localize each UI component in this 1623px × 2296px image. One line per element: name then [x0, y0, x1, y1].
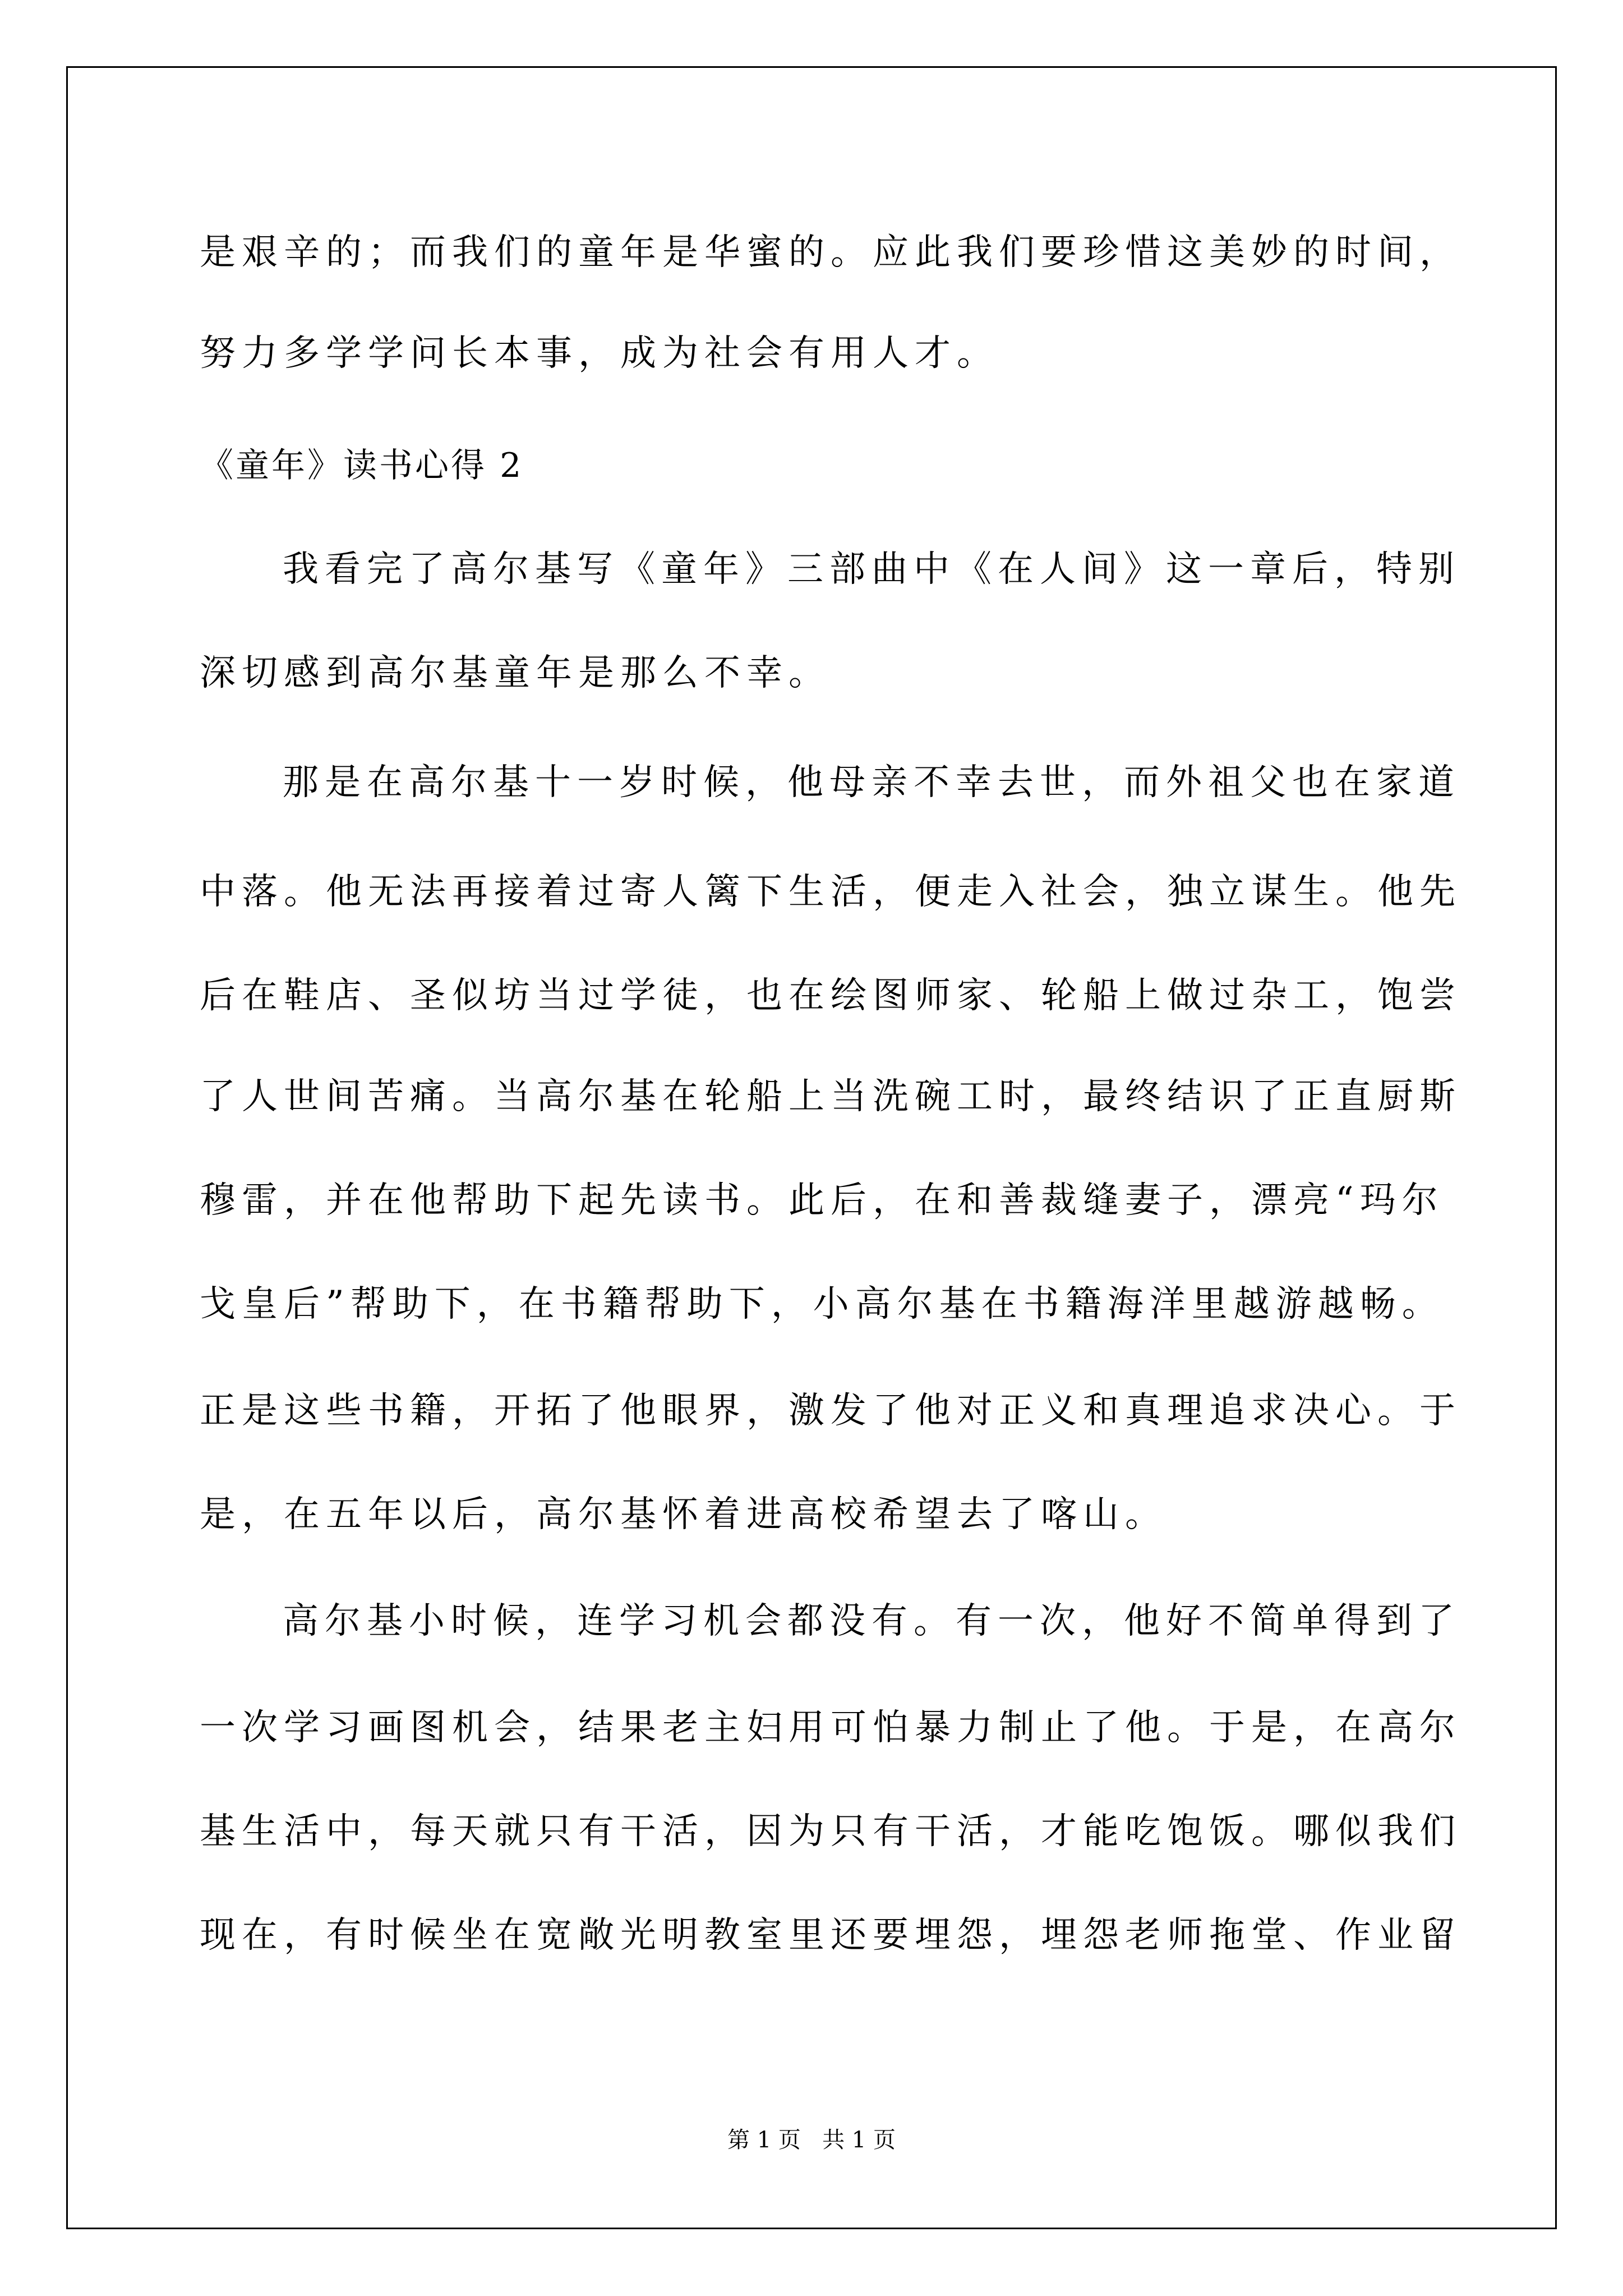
paragraph-line: 正是这些书籍，开拓了他眼界，激发了他对正义和真理追求决心。于 — [200, 1390, 1461, 1432]
paragraph-line: 后在鞋店、圣似坊当过学徒，也在绘图师家、轮船上做过杂工，饱尝 — [200, 975, 1461, 1016]
paragraph-line: 中落。他无法再接着过寄人篱下生活，便走入社会，独立谋生。他先 — [200, 871, 1461, 913]
paragraph-line: 是，在五年以后，高尔基怀着进高校希望去了喀山。 — [200, 1494, 1167, 1535]
paragraph-line: 我看完了高尔基写《童年》三部曲中《在人间》这一章后，特别 — [283, 549, 1460, 590]
section-heading: 《童年》读书心得 2 — [200, 446, 524, 485]
paragraph-line: 一次学习画图机会，结果老主妇用可怕暴力制止了他。于是，在高尔 — [200, 1707, 1461, 1749]
paragraph-line: 努力多学学问长本事，成为社会有用人才。 — [200, 333, 999, 374]
page-border — [66, 66, 1557, 2229]
paragraph-line: 现在，有时候坐在宽敞光明教室里还要埋怨，埋怨老师拖堂、作业留 — [200, 1915, 1461, 1956]
paragraph-line: 那是在高尔基十一岁时候，他母亲不幸去世，而外祖父也在家道 — [283, 762, 1460, 803]
paragraph-line: 戈皇后”帮助下，在书籍帮助下，小高尔基在书籍海洋里越游越畅。 — [200, 1283, 1444, 1325]
paragraph-line: 穆雷，并在他帮助下起先读书。此后，在和善裁缝妻子，漂亮“玛尔 — [200, 1180, 1444, 1221]
paragraph-line: 深切感到高尔基童年是那么不幸。 — [200, 652, 831, 694]
paragraph-line: 基生活中，每天就只有干活，因为只有干活，才能吃饱饭。哪似我们 — [200, 1811, 1461, 1852]
page-footer: 第 1 页 共 1 页 — [727, 2127, 896, 2153]
paragraph-line: 是艰辛的；而我们的童年是华蜜的。应此我们要珍惜这美妙的时间， — [200, 232, 1461, 273]
paragraph-line: 高尔基小时候，连学习机会都没有。有一次，他好不简单得到了 — [283, 1600, 1460, 1642]
paragraph-line: 了人世间苦痛。当高尔基在轮船上当洗碗工时，最终结识了正直厨斯 — [200, 1076, 1461, 1117]
